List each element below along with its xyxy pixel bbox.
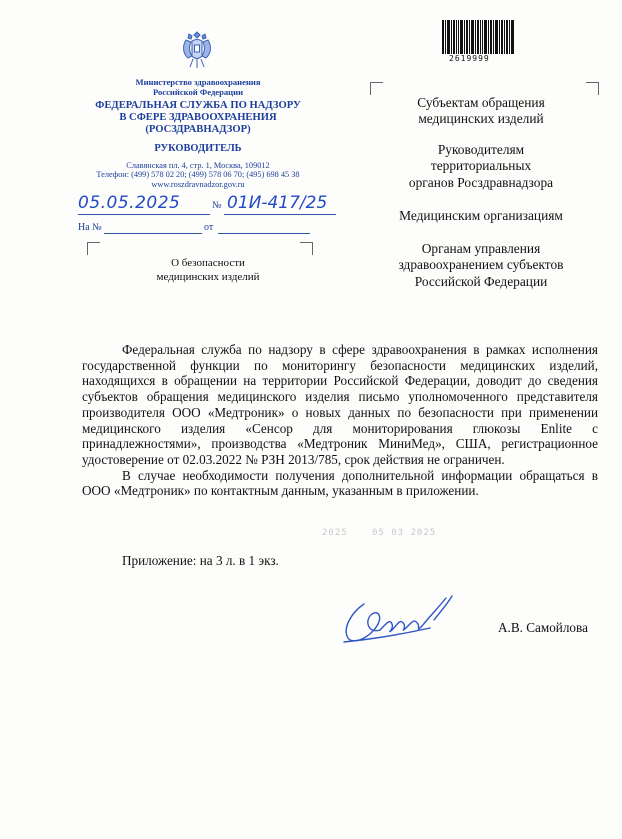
addressee-1-line-1: Субъектам обращения — [417, 95, 545, 110]
subject-corner-right — [300, 242, 313, 255]
addressee-1 — [358, 95, 604, 128]
service-line-1: ФЕДЕРАЛЬНАЯ СЛУЖБА ПО НАДЗОРУ — [95, 100, 301, 111]
contact-block — [62, 161, 334, 189]
addressee-2-line-3: органов Росздравнадзора — [408, 174, 554, 190]
addressee-2-line-1: Руководителям — [437, 142, 525, 157]
addressee-corner-left — [370, 82, 383, 95]
service-line-3: (РОСЗДРАВНАДЗОР) — [145, 123, 251, 135]
addressee-2-line-2: территориальных — [430, 158, 532, 174]
subject-line-2: медицинских изделий — [156, 270, 260, 283]
date-underline — [78, 214, 210, 215]
on-number-underline — [104, 233, 202, 234]
barcode — [440, 20, 516, 56]
handwritten-date: 05.05.2025 — [78, 193, 181, 213]
addressee-4 — [358, 241, 604, 290]
faint-stamp-part-1: 2025 — [322, 528, 348, 538]
from-underline — [218, 233, 310, 234]
on-number-label: На № — [78, 222, 102, 233]
head-title: РУКОВОДИТЕЛЬ — [154, 143, 242, 154]
body-paragraph-2: В случае необходимости получения дополнительной информации обращаться в ООО «Медтроник» по контактным данным, указанным в приложении. — [82, 467, 598, 499]
website: www.roszdravnadzor.gov.ru — [151, 179, 245, 189]
from-label: от — [204, 222, 214, 233]
handwritten-number: 01И-417/25 — [227, 193, 328, 213]
number-label: № — [212, 200, 222, 211]
signer-name: А.В. Самойлова — [498, 620, 588, 635]
service-line-2: В СФЕРЕ ЗДРАВООХРАНЕНИЯ — [119, 111, 277, 123]
attachment-note: Приложение: на 3 л. в 1 экз. — [122, 553, 279, 568]
addressee-2 — [358, 142, 604, 191]
address: Славянская пл. 4, стр. 1, Москва, 109012 — [126, 161, 270, 170]
addressee-4-line-3: Российской Федерации — [414, 273, 548, 289]
registration-line — [78, 190, 338, 218]
letter-body — [82, 342, 598, 499]
faint-stamp-part-2: 05 03 2025 — [372, 528, 437, 538]
handwritten-signature — [334, 590, 460, 652]
addressee-3-line-1: Медицинским организациям — [399, 208, 563, 223]
body-paragraph-1: Федеральная служба по надзору в сфере здравоохранения в рамках исполнения государственной функции по мониторингу безопасности медицинских изделий, находящихся в обращении на территории Российской Федерации, доводит до сведения субъектов обращения медицинского изделия письмо уполномоченного представителя производителя ООО «Медтроник» о новых данных по безопасности при применении медицинского изделия «Сенсор для мониторирования глюкозы Enlite с принадлежностями», производства «Медтроник МиниМед», США, регистрационное удостоверение от 02.03.2022 № РЗН 2013/785, срок действия не ограничен. — [82, 342, 598, 467]
addressee-3 — [358, 208, 604, 224]
subject-line-1: О безопасности — [171, 257, 245, 269]
subject-corner-left — [87, 242, 100, 255]
ministry-name — [62, 78, 334, 97]
number-underline — [224, 214, 336, 215]
subject — [108, 257, 308, 285]
phones: Телефон: (499) 578 02 20; (499) 578 06 70; (495) 698 45 38 — [96, 170, 300, 180]
ministry-line-1: Министерство здравоохранения — [135, 77, 261, 87]
addressee-4-line-2: здравоохранением субъектов — [398, 257, 564, 273]
coat-of-arms-icon — [178, 28, 216, 72]
service-name — [62, 100, 334, 136]
addressee-corner-right — [586, 82, 599, 95]
ministry-line-2: Российской Федерации — [152, 86, 244, 97]
barcode-number: 2619999 — [449, 54, 490, 63]
addressee-4-line-1: Органам управления — [421, 241, 541, 256]
addressee-1-line-2: медицинских изделий — [418, 111, 544, 127]
